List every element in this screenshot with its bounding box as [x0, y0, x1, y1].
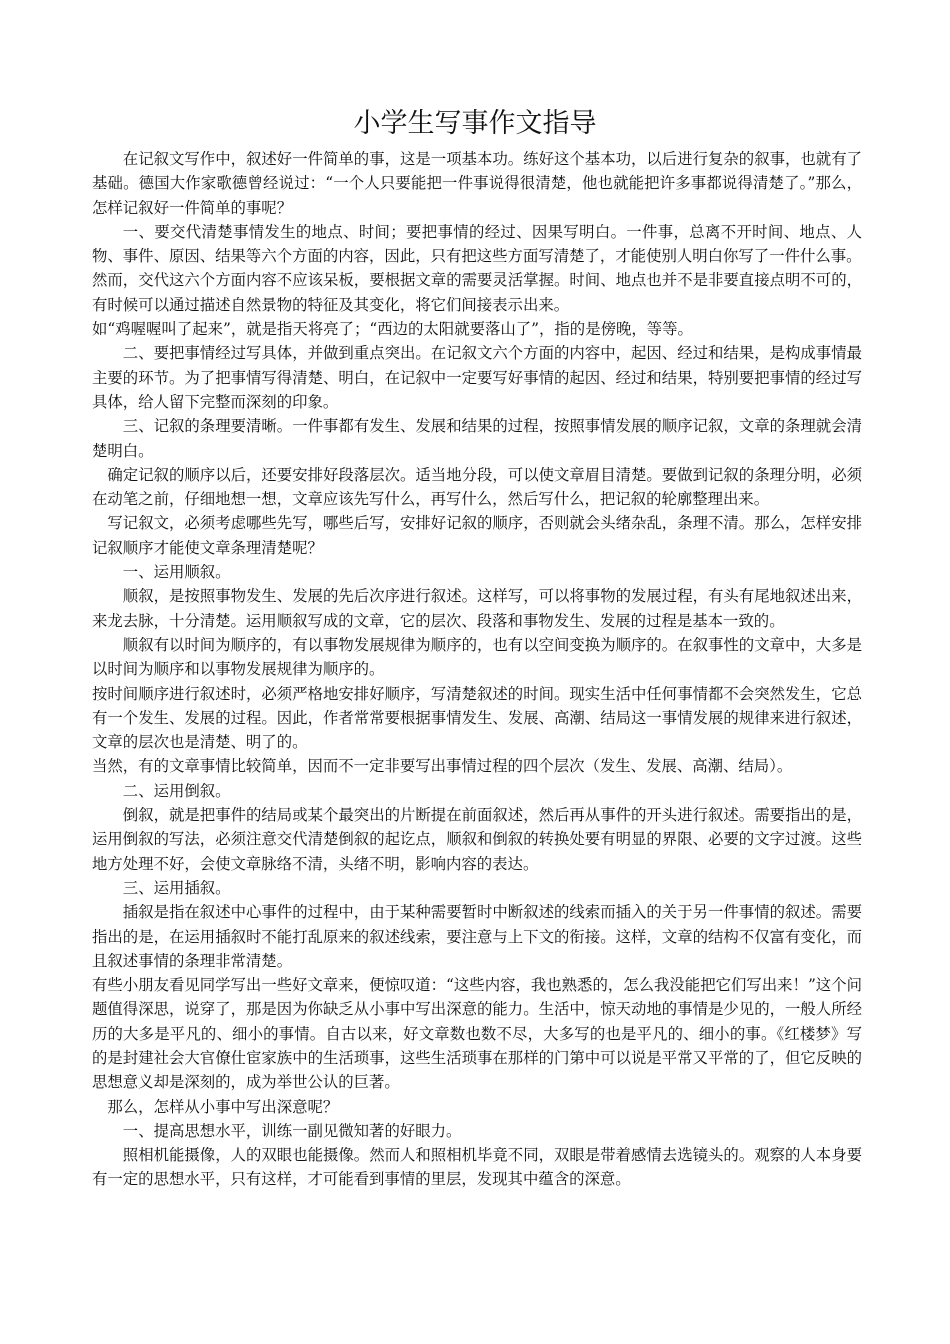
paragraph: 一、运用顺叙。 [122, 563, 231, 582]
paragraph: 确定记叙的顺序以后，还要安排好段落层次。适当地分段，可以使文章眉目清楚。要做到记叙的条理分明，必须在动笔之前，仔细地想一想，文章应该先写什么，再写什么，然后写什么，把记叙的轮廓整理出来。 [92, 465, 862, 509]
paragraph: 照相机能摄像，人的双眼也能摄像。然而人和照相机毕竟不同，双眼是带着感情去选镜头的。观察的人本身要有一定的思想水平，只有这样，才可能看到事情的里层，发现其中蕴含的深意。 [92, 1146, 862, 1189]
paragraph: 一、要交代清楚事情发生的地点、时间；要把事情的经过、因果写明白。一件事，总离不开时间、地点、人物、事件、原因、结果等六个方面的内容，因此，只有把这些方面写清楚了，才能使别人明白你写了一件什么事。 [92, 222, 862, 266]
paragraph: 那么，怎样从小事中写出深意呢？ [107, 1097, 339, 1116]
document-body [92, 147, 862, 1192]
paragraph: 如“鸡喔喔叫了起来”，就是指天将亮了；“西边的太阳就要落山了”，指的是傍晚，等等。 [92, 320, 693, 339]
paragraph: 插叙是指在叙述中心事件的过程中，由于某种需要暂时中断叙述的线索而插入的关于另一件事情的叙述。需要指出的是，在运用插叙时不能打乱原来的叙述线索，要注意与上下文的衔接。这样，文章的结构不仅富有变化，而且叙述事情的条理非常清楚。 [92, 903, 862, 970]
paragraph: 顺叙有以时间为顺序的，有以事物发展规律为顺序的，也有以空间变换为顺序的。在叙事性的文章中，大多是以时间为顺序和以事物发展规律为顺序的。 [92, 635, 862, 679]
paragraph: 三、运用插叙。 [122, 878, 231, 897]
paragraph: 顺叙，是按照事物发生、发展的先后次序进行叙述。这样写，可以将事物的发展过程，有头有尾地叙述出来，来龙去脉，十分清楚。运用顺叙写成的文章，它的层次、段落和事物发生、发展的过程是基本一致的。 [92, 587, 862, 630]
paragraph: 然而，交代这六个方面内容不应该呆板，要根据文章的需要灵活掌握。时间、地点也并不是非要直接点明不可的，有时候可以通过描述自然景物的特征及其变化，将它们间接表示出来。 [92, 271, 862, 314]
paragraph: 有些小朋友看见同学写出一些好文章来，便惊叹道：“这些内容，我也熟悉的，怎么我没能把它们写出来！”这个问题值得深思，说穿了，那是因为你缺乏从小事中写出深意的能力。生活中，惊天动地的事情是少见的，一般人所经历的大多是平凡的、细小的事情。自古以来，好文章数也数不尽，大多写的也是平凡的、细小的事。《红楼梦》写的是封建社会大官僚仕宦家族中的生活琐事，这些生活琐事在那样的门第中可以说是平常又平常的了，但它反映的思想意义却是深刻的，成为举世公认的巨著。 [92, 976, 862, 1092]
paragraph: 二、运用倒叙。 [122, 781, 231, 800]
paragraph: 三、记叙的条理要清晰。一件事都有发生、发展和结果的过程，按照事情发展的顺序记叙，文章的条理就会清楚明白。 [92, 417, 862, 460]
document-title: 小学生写事作文指导 [353, 108, 597, 139]
paragraph: 在记叙文写作中，叙述好一件简单的事，这是一项基本功。练好这个基本功，以后进行复杂的叙事，也就有了基础。德国大作家歌德曾经说过：“一个人只要能把一件事说得很清楚，他也就能把许多事都说得清楚了。”那么，怎样记叙好一件简单的事呢？ [92, 150, 862, 217]
paragraph: 一、提高思想水平，训练一副见微知著的好眼力。 [122, 1121, 462, 1140]
paragraph: 二、要把事情经过写具体，并做到重点突出。在记叙文六个方面的内容中，起因、经过和结果，是构成事情最主要的环节。为了把事情写得清楚、明白，在记叙中一定要写好事情的起因、经过和结果，特别要把事情的经过写具体，给人留下完整而深刻的印象。 [92, 344, 862, 411]
paragraph: 写记叙文，必须考虑哪些先写，哪些后写，安排好记叙的顺序，否则就会头绪杂乱，条理不清。那么，怎样安排记叙顺序才能使文章条理清楚呢？ [92, 514, 862, 557]
paragraph: 倒叙，就是把事件的结局或某个最突出的片断提在前面叙述，然后再从事件的开头进行叙述。需要指出的是，运用倒叙的写法，必须注意交代清楚倒叙的起讫点，顺叙和倒叙的转换处要有明显的界限、必要的文字过渡。这些地方处理不好，会使文章脉络不清，头绪不明，影响内容的表达。 [92, 806, 862, 873]
paragraph: 按时间顺序进行叙述时，必须严格地安排好顺序，写清楚叙述的时间。现实生活中任何事情都不会突然发生，它总有一个发生、发展的过程。因此，作者常常要根据事情发生、发展、高潮、结局这一事情发展的规律来进行叙述，文章的层次也是清楚、明了的。 [92, 684, 862, 752]
paragraph: 当然，有的文章事情比较简单，因而不一定非要写出事情过程的四个层次（发生、发展、高潮、结局）。 [92, 757, 793, 776]
